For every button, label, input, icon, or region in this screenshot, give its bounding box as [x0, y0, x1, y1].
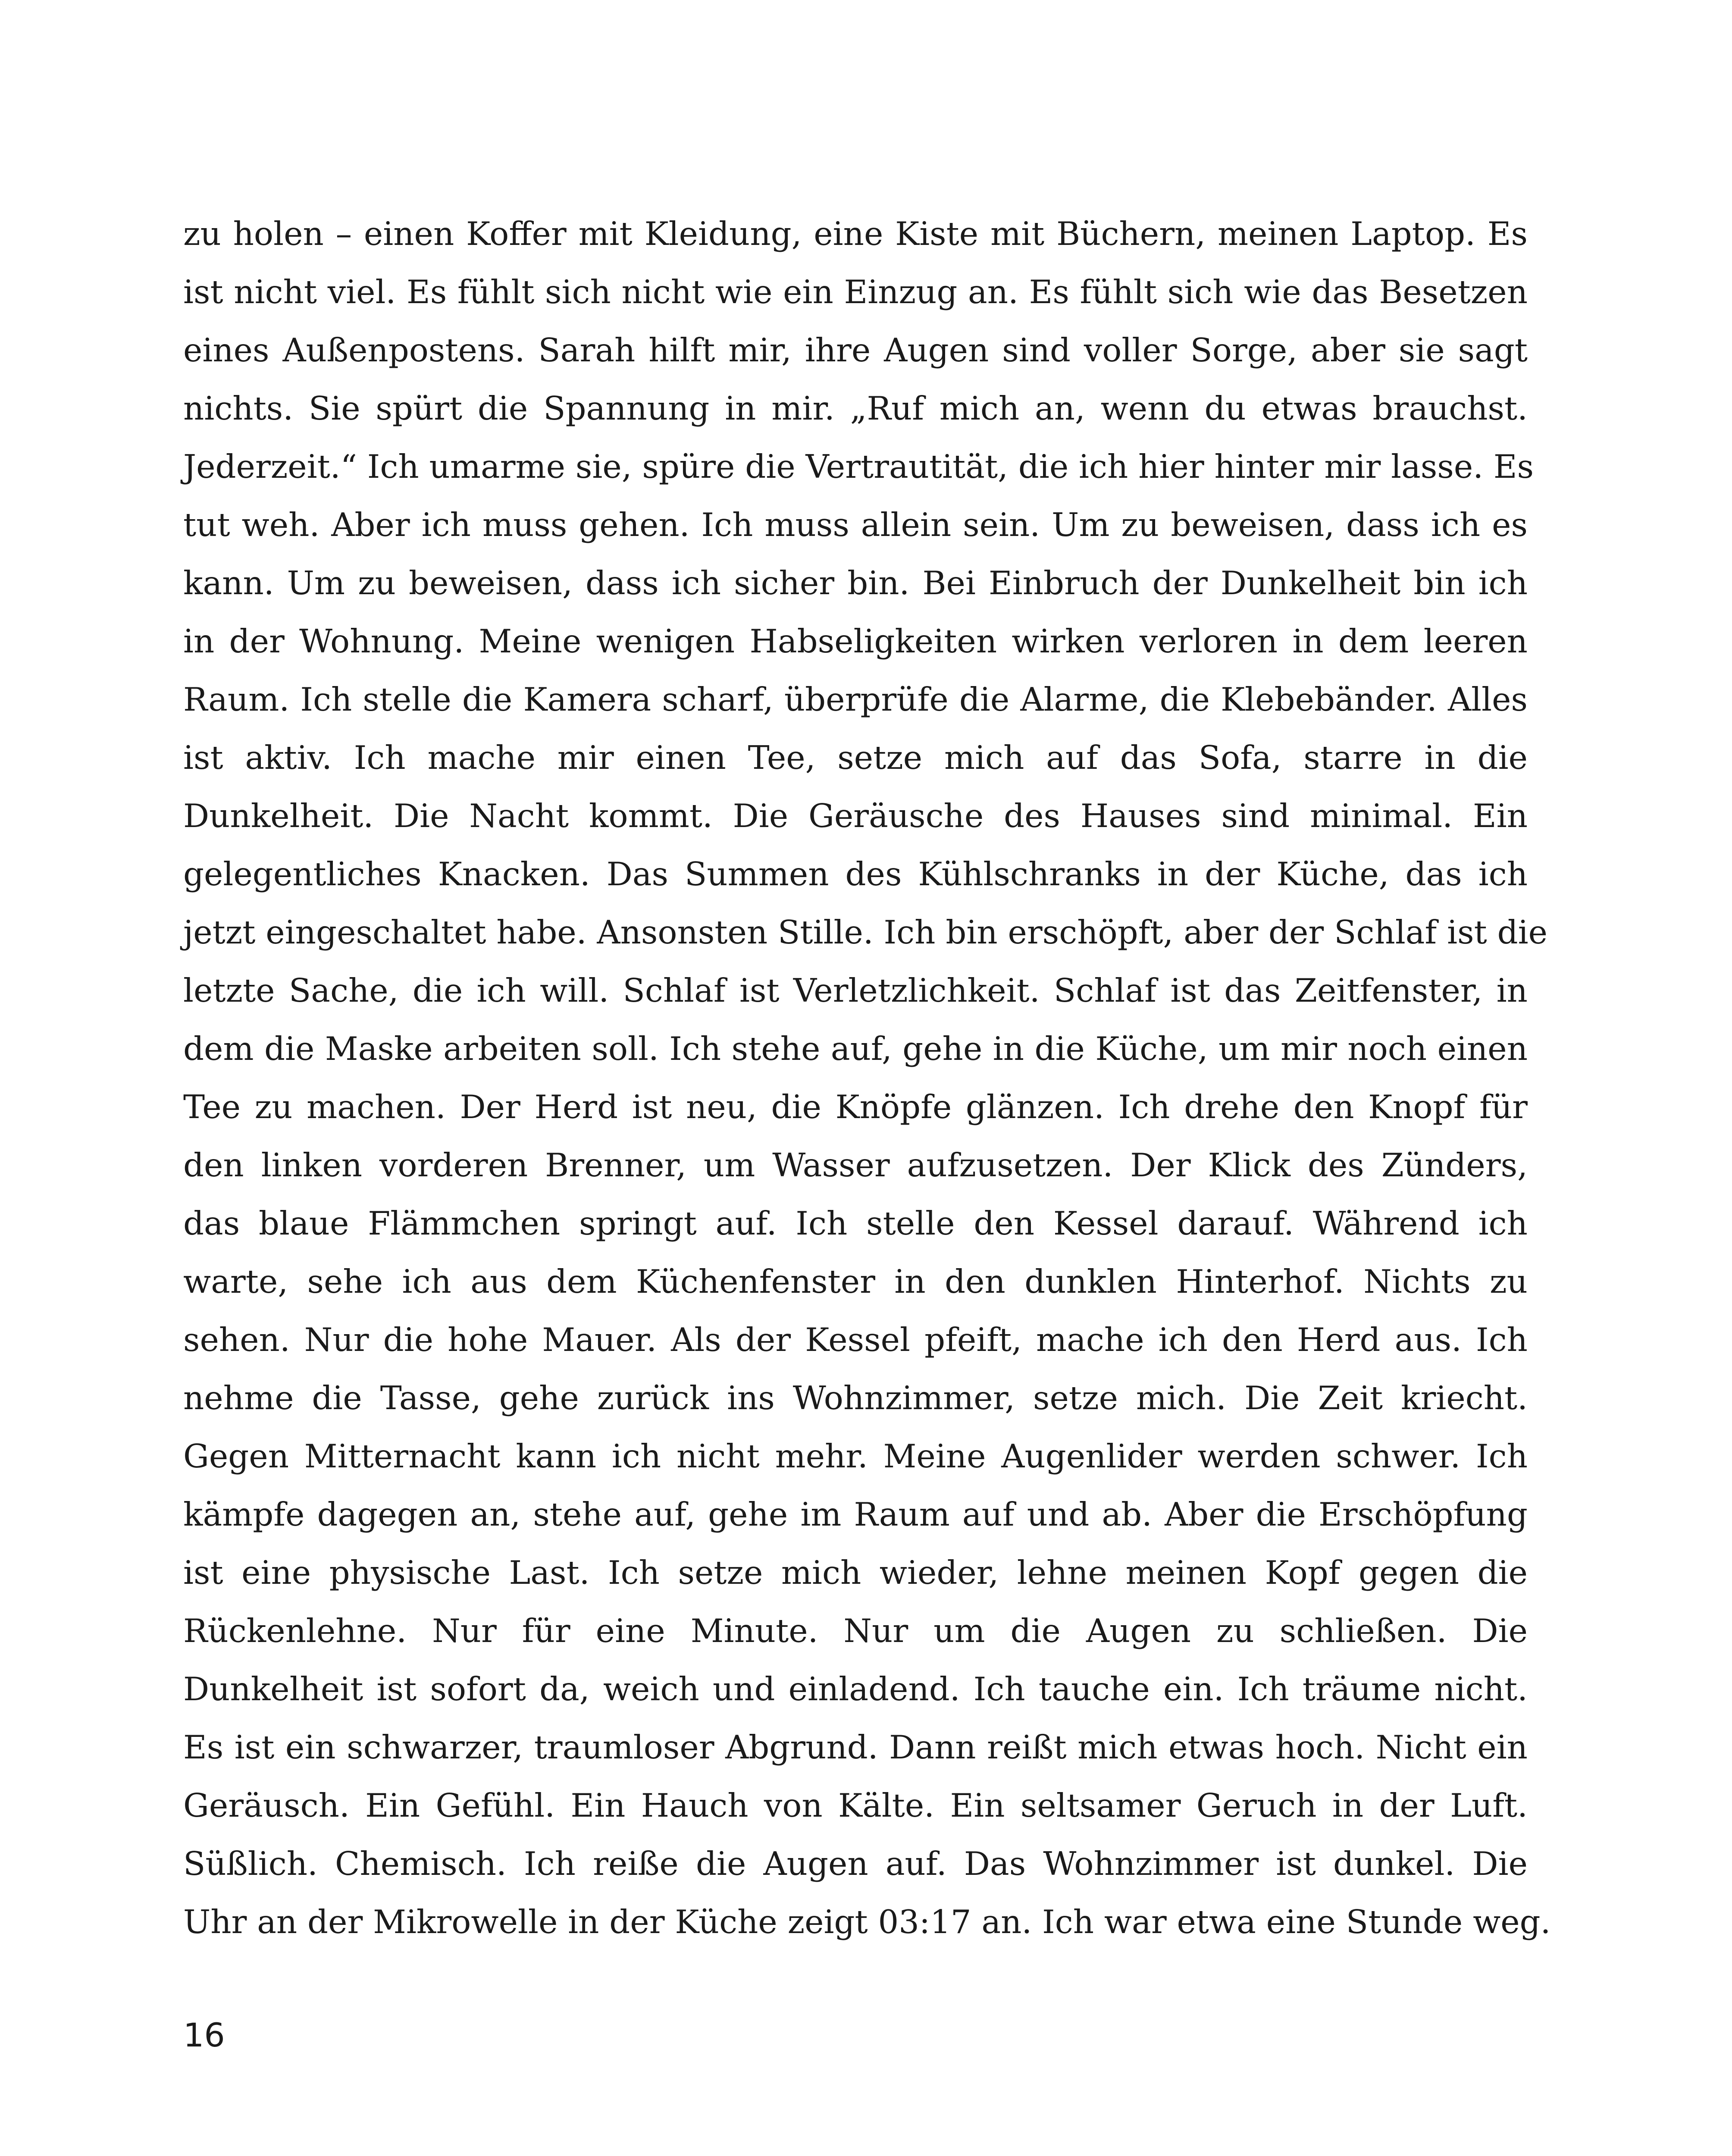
text-line: den linken vorderen Brenner, um Wasser aufzusetzen. Der Klick des Zünders, [183, 1146, 1528, 1184]
text-line: Dunkelheit ist sofort da, weich und einladend. Ich tauche ein. Ich träume nicht. [183, 1670, 1528, 1708]
text-line: warte, sehe ich aus dem Küchenfenster in den dunklen Hinterhof. Nichts zu [183, 1263, 1528, 1300]
text-line: nichts. Sie spürt die Spannung in mir. „Ruf mich an, wenn du etwas brauchst. [183, 389, 1528, 427]
text-line: Raum. Ich stelle die Kamera scharf, überprüfe die Alarme, die Klebebänder. Alles [183, 680, 1528, 718]
text-line: kann. Um zu beweisen, dass ich sicher bin. Bei Einbruch der Dunkelheit bin ich [183, 564, 1528, 602]
text-line: Tee zu machen. Der Herd ist neu, die Knöpfe glänzen. Ich drehe den Knopf für [183, 1088, 1528, 1126]
text-line: das blaue Flämmchen springt auf. Ich stelle den Kessel darauf. Während ich [183, 1204, 1528, 1242]
text-line: ist aktiv. Ich mache mir einen Tee, setze mich auf das Sofa, starre in die [183, 739, 1528, 777]
text-line: Süßlich. Chemisch. Ich reiße die Augen auf. Das Wohnzimmer ist dunkel. Die [183, 1845, 1528, 1883]
text-line: ist eine physische Last. Ich setze mich wieder, lehne meinen Kopf gegen die [183, 1554, 1528, 1592]
text-line: Dunkelheit. Die Nacht kommt. Die Geräusche des Hauses sind minimal. Ein [183, 797, 1528, 835]
text-line: Uhr an der Mikrowelle in der Küche zeigt 03:17 an. Ich war etwa eine Stunde weg. [183, 1903, 1551, 1941]
page-number: 16 [183, 2016, 225, 2054]
text-line: Es ist ein schwarzer, traumloser Abgrund. Dann reißt mich etwas hoch. Nicht ein [183, 1728, 1528, 1766]
text-line: ist nicht viel. Es fühlt sich nicht wie ein Einzug an. Es fühlt sich wie das Besetzen [183, 273, 1528, 311]
text-line: kämpfe dagegen an, stehe auf, gehe im Raum auf und ab. Aber die Erschöpfung [183, 1495, 1528, 1533]
text-line: Gegen Mitternacht kann ich nicht mehr. Meine Augenlider werden schwer. Ich [183, 1437, 1528, 1475]
text-line: Geräusch. Ein Gefühl. Ein Hauch von Kälte. Ein seltsamer Geruch in der Luft. [183, 1786, 1528, 1824]
text-line: eines Außenpostens. Sarah hilft mir, ihre Augen sind voller Sorge, aber sie sagt [183, 331, 1528, 369]
text-line: Rückenlehne. Nur für eine Minute. Nur um die Augen zu schließen. Die [183, 1612, 1528, 1650]
body-text [183, 205, 1551, 1951]
text-line: Jederzeit.“ Ich umarme sie, spüre die Vertrautität, die ich hier hinter mir lasse. Es [183, 448, 1534, 486]
text-line: dem die Maske arbeiten soll. Ich stehe auf, gehe in die Küche, um mir noch einen [183, 1030, 1528, 1068]
text-line: jetzt eingeschaltet habe. Ansonsten Stille. Ich bin erschöpft, aber der Schlaf ist die [183, 913, 1547, 951]
text-line: in der Wohnung. Meine wenigen Habseligkeiten wirken verloren in dem leeren [183, 622, 1528, 660]
text-line: nehme die Tasse, gehe zurück ins Wohnzimmer, setze mich. Die Zeit kriecht. [183, 1379, 1528, 1417]
text-line: gelegentliches Knacken. Das Summen des Kühlschranks in der Küche, das ich [183, 855, 1528, 893]
text-line: letzte Sache, die ich will. Schlaf ist Verletzlichkeit. Schlaf ist das Zeitfenster, in [183, 971, 1528, 1009]
text-line: tut weh. Aber ich muss gehen. Ich muss allein sein. Um zu beweisen, dass ich es [183, 506, 1528, 544]
text-line: zu holen – einen Koffer mit Kleidung, eine Kiste mit Büchern, meinen Laptop. Es [183, 215, 1528, 253]
text-line: sehen. Nur die hohe Mauer. Als der Kessel pfeift, mache ich den Herd aus. Ich [183, 1321, 1528, 1359]
